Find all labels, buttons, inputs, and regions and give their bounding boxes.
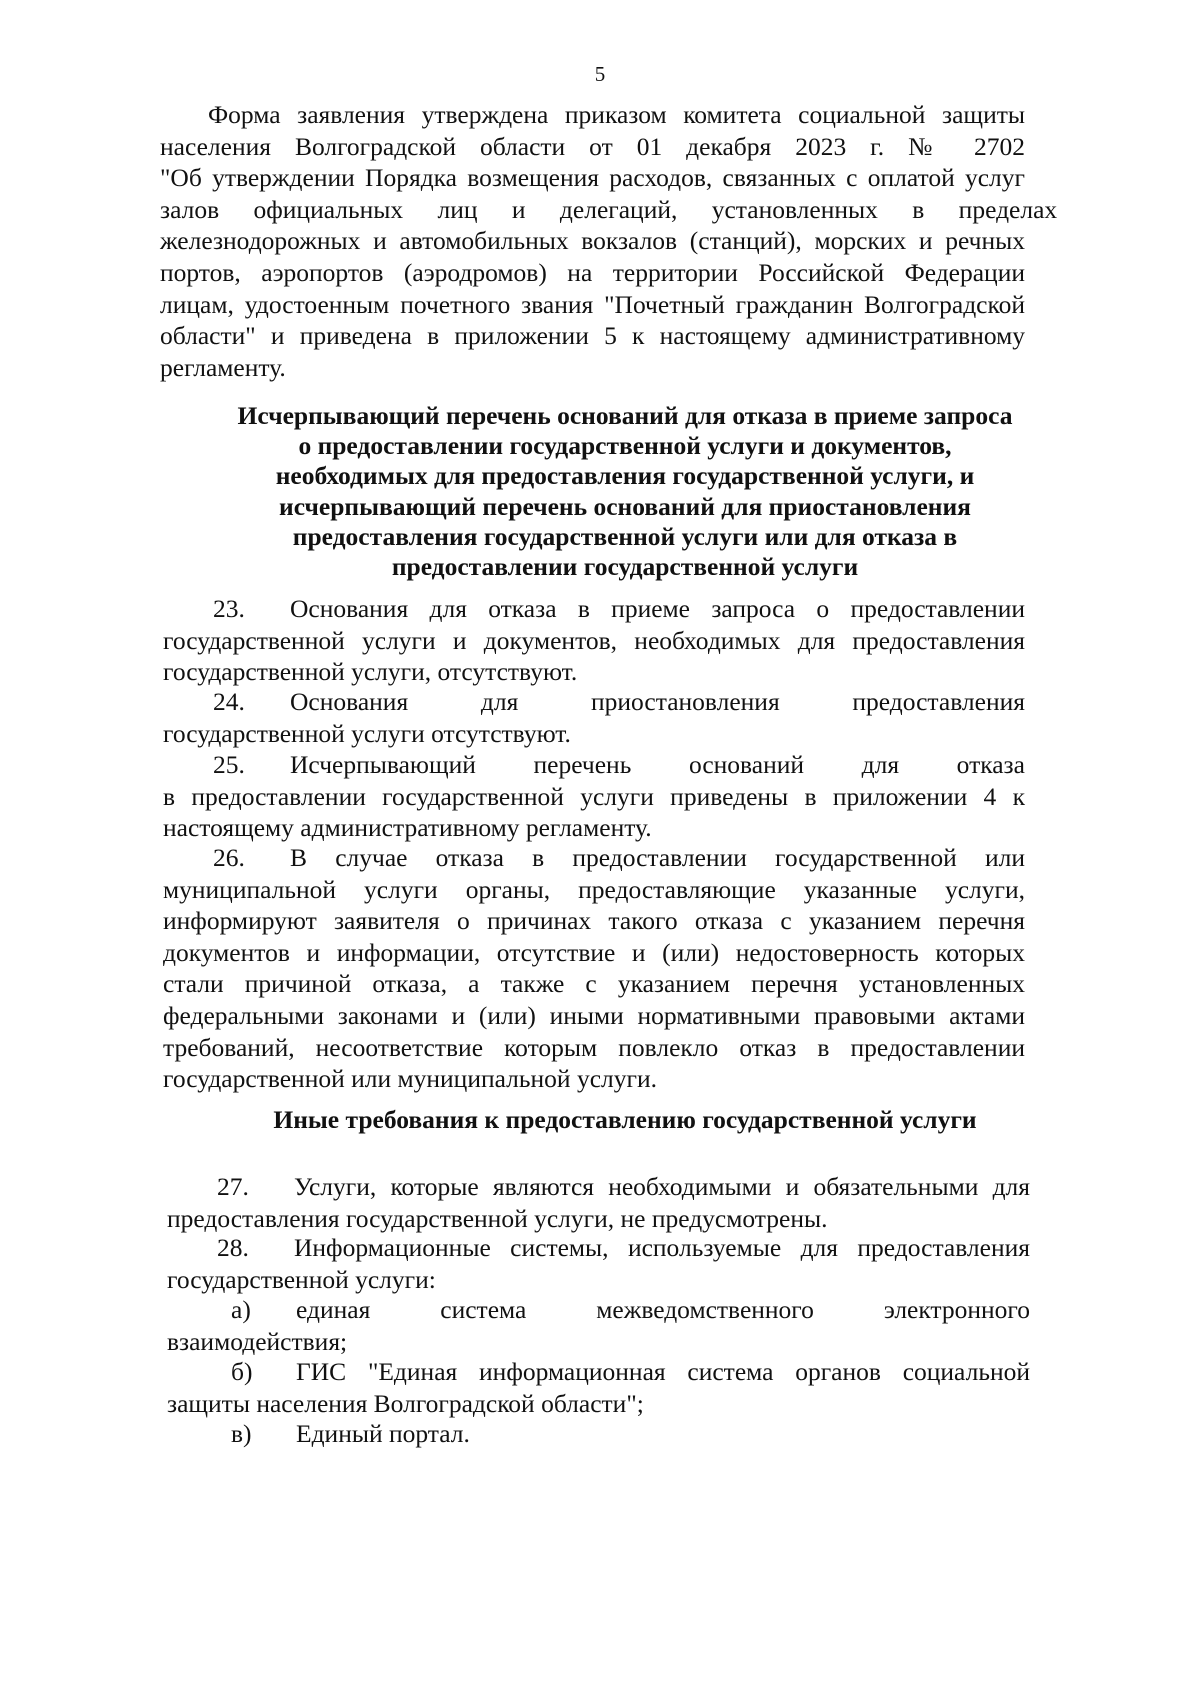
paragraph-23 — [163, 593, 1025, 688]
paragraph-line: государственной услуги и документов, необходимых для предоставления — [163, 625, 1025, 655]
subitem-line: защиты населения Волгоградской области"; — [167, 1388, 644, 1418]
paragraph-number: 24. — [213, 687, 245, 716]
word: Исчерпывающий — [290, 750, 476, 779]
section-heading-2: Иные требования к предоставлению государственной услуги — [273, 1105, 977, 1134]
section-heading — [210, 401, 1040, 582]
paragraph-line: Информационные системы, используемые для предоставления — [294, 1233, 1030, 1262]
word: межведомственного — [596, 1295, 814, 1324]
heading-line: необходимых для предоставления государственной услуги, и — [275, 461, 975, 491]
paragraph-27 — [167, 1171, 1030, 1234]
paragraph-line: в предоставлении государственной услуги приведены в приложении 4 к — [163, 781, 1025, 811]
paragraph-line: В случае отказа в предоставлении государственной или — [290, 843, 1025, 872]
paragraph-line: информируют заявителя о причинах такого отказа с указанием перечня — [163, 906, 1025, 936]
subitem-a — [167, 1294, 1030, 1357]
word: приостановления — [591, 687, 780, 716]
paragraph-line: предоставления государственной услуги, не предусмотрены. — [167, 1203, 828, 1233]
paragraph-number: 23. — [213, 594, 245, 623]
subitem-marker: б) — [231, 1357, 253, 1386]
paragraph-25 — [163, 749, 1025, 844]
heading-line: предоставлении государственной услуги — [391, 552, 859, 582]
paragraph-26 — [163, 842, 1025, 1095]
paragraph-line: федеральными законами и (или) иными нормативными правовыми актами — [163, 1000, 1025, 1030]
paragraph-line: настоящему административному регламенту. — [163, 813, 652, 843]
subitem-b — [167, 1356, 1030, 1419]
intro-line: Форма заявления утверждена приказом комитета социальной защиты — [208, 100, 1025, 129]
word: перечень — [533, 750, 632, 779]
page-number: 5 — [594, 62, 606, 86]
word: для — [861, 750, 900, 779]
word: оснований — [688, 750, 805, 779]
intro-line: железнодорожных и автомобильных вокзалов (станций), морских и речных — [160, 226, 1025, 256]
paragraph-number: 27. — [217, 1172, 249, 1201]
intro-line: "Об утверждении Порядка возмещения расходов, связанных с оплатой услуг — [160, 163, 1025, 193]
word: предоставления — [852, 687, 1025, 716]
paragraph-line: государственной услуги отсутствуют. — [163, 718, 571, 748]
paragraph-line: государственной услуги, отсутствуют. — [163, 657, 578, 687]
paragraph-line: Услуги, которые являются необходимыми и обязательными для — [294, 1172, 1030, 1201]
paragraph-line: требований, несоответствие которым повлекло отказ в предоставлении — [163, 1032, 1025, 1062]
heading-line: о предоставлении государственной услуги и документов, — [298, 431, 952, 461]
paragraph-line: муниципальной услуги органы, предоставляющие указанные услуги, — [163, 874, 1025, 904]
subitem-line: ГИС "Единая информационная система органов социальной — [296, 1357, 1030, 1386]
subitem-v — [167, 1418, 1030, 1450]
subitem-line: взаимодействия; — [167, 1326, 348, 1356]
intro-line: портов, аэропортов (аэродромов) на территории Российской Федерации — [160, 257, 1025, 287]
heading-line: Исчерпывающий перечень оснований для отказа в приеме запроса — [237, 401, 1013, 430]
paragraph-line: Основания для отказа в приеме запроса о предоставлении — [290, 594, 1025, 623]
subitem-marker: в) — [231, 1419, 252, 1448]
subitem-marker: а) — [231, 1295, 251, 1324]
paragraph-28 — [167, 1232, 1030, 1295]
intro-line: регламенту. — [160, 352, 286, 382]
paragraph-line: государственной услуги: — [167, 1264, 436, 1294]
word: для — [480, 687, 519, 716]
intro-paragraph — [160, 99, 1058, 383]
paragraph-number: 26. — [213, 843, 245, 872]
word: отказа — [956, 750, 1025, 779]
word: электронного — [883, 1295, 1030, 1324]
intro-line: области" и приведена в приложении 5 к настоящему административному — [160, 321, 1025, 351]
paragraph-line: государственной или муниципальной услуги. — [163, 1064, 657, 1094]
subitem-line: Единый портал. — [296, 1419, 470, 1448]
paragraph-number: 25. — [213, 750, 245, 779]
intro-line: лицам, удостоенным почетного звания "Почетный гражданин Волгоградской — [160, 289, 1025, 319]
paragraph-line: документов и информации, отсутствие и (или) недостоверность которых — [163, 937, 1025, 967]
intro-line: населения Волгоградской области от 01 декабря 2023 г. № 2702 — [160, 131, 1025, 161]
paragraph-number: 28. — [217, 1233, 249, 1262]
heading-line: исчерпывающий перечень оснований для приостановления — [279, 491, 971, 521]
paragraph-24 — [163, 686, 1025, 749]
word: система — [440, 1295, 527, 1324]
heading-line: предоставления государственной услуги или для отказа в — [292, 521, 958, 551]
word: единая — [296, 1295, 371, 1324]
intro-line: залов официальных лиц и делегаций, установленных в пределах — [160, 194, 1058, 224]
word: Основания — [290, 687, 409, 716]
paragraph-line: стали причиной отказа, а также с указанием перечня установленных — [163, 969, 1025, 999]
